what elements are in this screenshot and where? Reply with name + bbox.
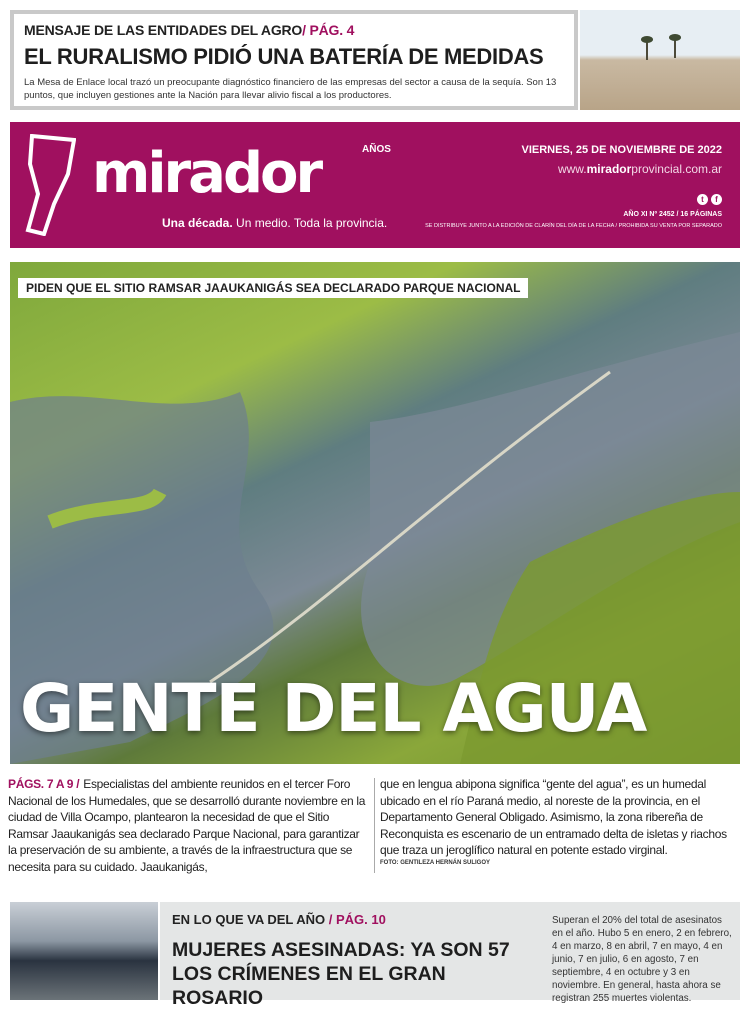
bottom-story-page-ref: / PÁG. 10: [325, 912, 386, 927]
main-story-column-1-wrap: [8, 776, 370, 875]
main-headline[interactable]: GENTE DEL AGUA: [20, 670, 647, 747]
issue-date: VIERNES, 25 DE NOVIEMBRE DE 2022: [521, 144, 722, 156]
social-links: [697, 194, 722, 205]
photo-label: PIDEN QUE EL SITIO RAMSAR JAAUKANIGÁS SEA DECLARADO PARQUE NACIONAL: [18, 278, 528, 298]
field-photo: [580, 10, 740, 110]
bottom-story[interactable]: [160, 902, 740, 1009]
distribution-note: SE DISTRIBUYE JUNTO A LA EDICIÓN DE CLARÍN DEL DÍA DE LA FECHA / PROHIBIDA SU VENTA POR SEPARADO: [425, 223, 722, 229]
photo-credit: FOTO: GENTILEZA HERNÁN SULIGOY: [380, 859, 491, 866]
police-scene-photo: [10, 902, 158, 1000]
tagline: [162, 216, 387, 230]
tagline-rest: Un medio. Toda la provincia.: [232, 216, 388, 230]
bottom-story-headline[interactable]: MUJERES ASESINADAS: YA SON 57 LOS CRÍMENES EN EL GRAN ROSARIO: [172, 939, 510, 1009]
twitter-icon[interactable]: t: [697, 194, 708, 205]
web-suffix: provincial.com.ar: [631, 162, 722, 176]
column-divider: [374, 778, 375, 873]
top-story-summary: La Mesa de Enlace local trazó un preocupante diagnóstico financiero de las empresas del sector a causa de la sequía. Son 13 puntos, que incluyen gestiones ante la Nación para llevar alivio fiscal a los productores.: [24, 77, 557, 101]
main-story-page-ref[interactable]: PÁGS. 7 A 9 /: [8, 777, 80, 791]
bottom-story-kicker-text: EN LO QUE VA DEL AÑO: [172, 912, 326, 927]
edition-info: AÑO XI Nº 2452 / 16 PÁGINAS: [623, 211, 722, 218]
top-story[interactable]: [10, 10, 578, 110]
logo[interactable]: mirador: [92, 141, 321, 206]
tagline-bold: Una década.: [162, 216, 233, 230]
masthead: [10, 122, 740, 248]
anniversary-label: AÑOS: [362, 144, 391, 155]
top-story-kicker: [24, 22, 354, 38]
bottom-story-kicker: [172, 912, 386, 927]
main-story-column-2: que en lengua abipona significa “gente del agua”, es un humedal ubicado en el río Paraná medio, al noreste de la provincia, en el Departamento General Obligado. Asimismo, la zona ribereña de Reconquista es escenario de un entramado delta de isletas y riachos que traza un jeroglífico natural en potente estado virginal.: [380, 777, 727, 857]
tree-shape: [646, 42, 648, 60]
tree-shape: [674, 40, 676, 58]
web-prefix: www.: [557, 162, 587, 176]
bottom-story-summary: Superan el 20% del total de asesinatos en el año. Hubo 5 en enero, 2 en febrero, 4 en marzo, 8 en abril, 7 en mayo, 4 en junio, 7 en julio, 6 en agosto, 7 en septiembre, 4 en octubre y 3 en noviembre. En general, hasta ahora se registran 255 muertes violentas.: [552, 915, 732, 1004]
top-story-page-ref: / PÁG. 4: [302, 22, 355, 38]
province-map-logo-icon: [24, 134, 76, 236]
web-bold: mirador: [586, 162, 632, 176]
wetland-aerial-photo: [10, 262, 740, 764]
main-story-column-2-wrap: [380, 776, 742, 868]
main-story-column-1: Especialistas del ambiente reunidos en el tercer Foro Nacional de los Humedales, que se desarrolló durante noviembre en la ciudad de Villa Ocampo, plantearon la necesidad de que el Sitio Ramsar Jaaukanigás sea declarado Parque Nacional, para garantizar la preservación de su ambiente, a través de la infraestructura que se necesita para su cuidado. Jaaukanigás,: [8, 777, 366, 874]
website-link[interactable]: [558, 162, 722, 176]
facebook-icon[interactable]: f: [711, 194, 722, 205]
top-story-kicker-text: MENSAJE DE LAS ENTIDADES DEL AGRO: [24, 22, 303, 38]
top-story-headline[interactable]: EL RURALISMO PIDIÓ UNA BATERÍA DE MEDIDAS: [24, 44, 544, 69]
